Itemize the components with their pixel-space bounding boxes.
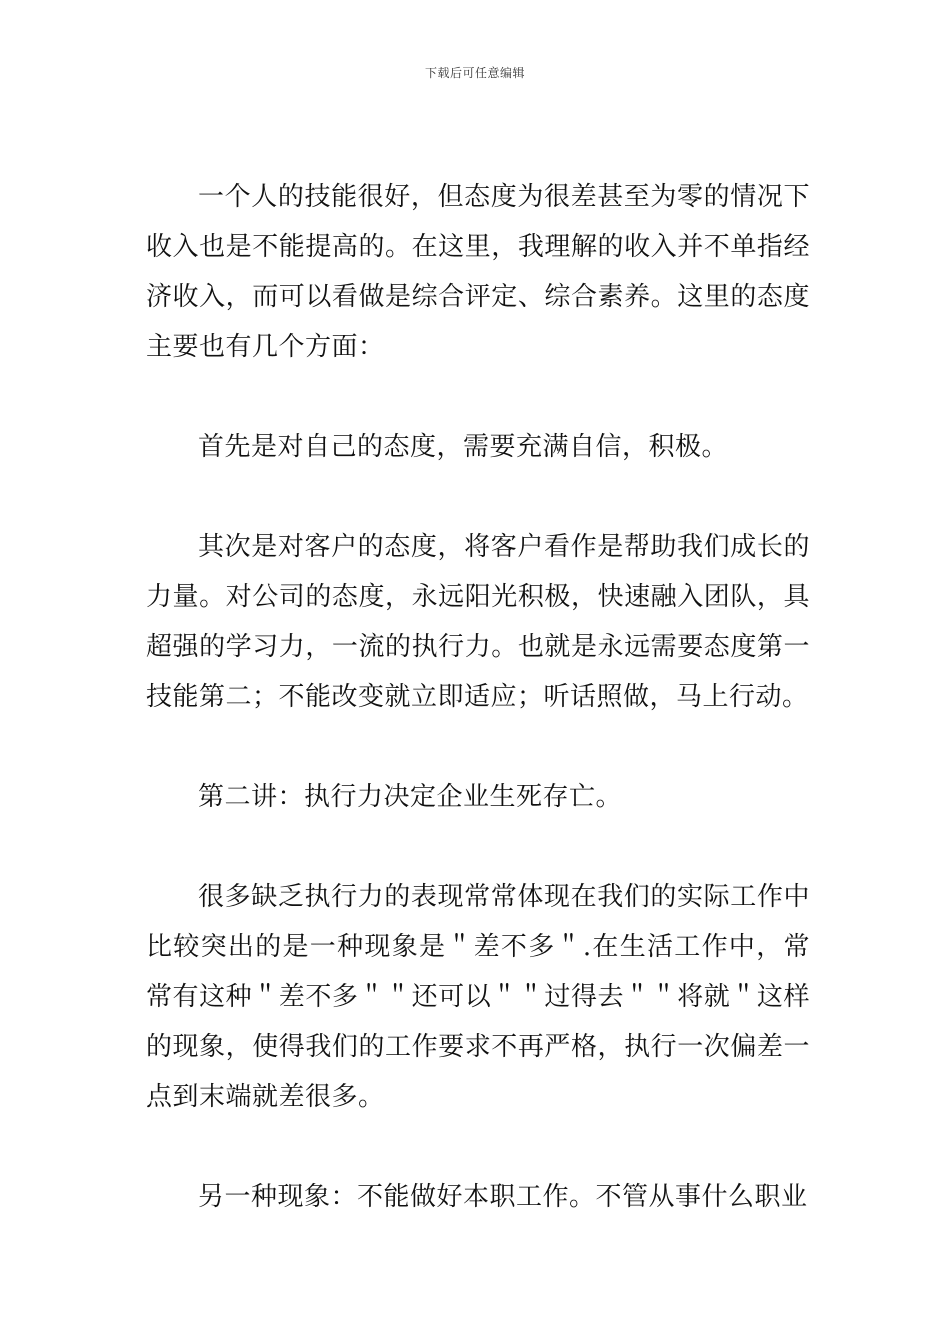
paragraph-lecture-two-heading: 第二讲：执行力决定企业生死存亡。 — [198, 782, 623, 812]
paragraph-self-attitude: 首先是对自己的态度，需要充满自信，积极。 — [198, 432, 729, 462]
paragraph-close-enough: 很多缺乏执行力的表现常常体现在我们的实际工作中比较突出的是一种现象是＂差不多＂.在生活工作中，常常有这种＂差不多＂＂还可以＂＂过得去＂＂将就＂这样的现象，使得我们的工作要求不再严格，执行一次偏差一点到末端就差很多。 — [146, 882, 810, 1112]
page-header: 下载后可任意编辑 — [424, 66, 525, 80]
document-body — [146, 172, 810, 1222]
paragraph-attitude-intro: 一个人的技能很好，但态度为很差甚至为零的情况下收入也是不能提高的。在这里，我理解的收入并不单指经济收入，而可以看做是综合评定、综合素养。这里的态度主要也有几个方面： — [146, 182, 810, 362]
paragraph-job-duty: 另一种现象：不能做好本职工作。不管从事什么职业 — [198, 1182, 808, 1212]
paragraph-client-attitude: 其次是对客户的态度，将客户看作是帮助我们成长的力量。对公司的态度，永远阳光积极，快速融入团队，具超强的学习力，一流的执行力。也就是永远需要态度第一技能第二；不能改变就立即适应；听话照做，马上行动。 — [146, 532, 810, 712]
